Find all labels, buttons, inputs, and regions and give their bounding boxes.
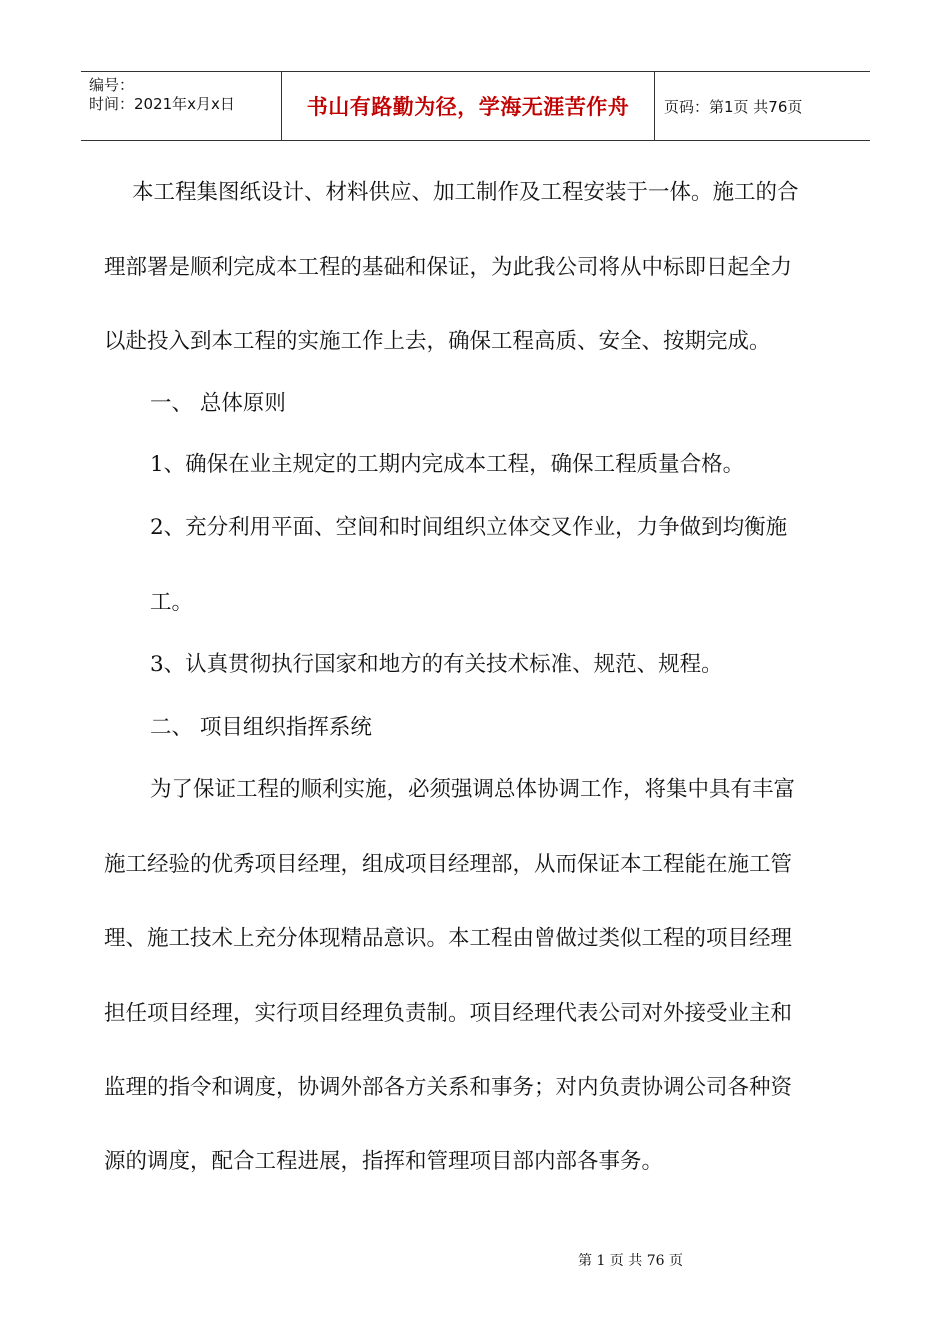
section-heading: 一、 总体原则: [150, 391, 286, 416]
paragraph-line: 以赴投入到本工程的实施工作上去，确保工程高质、安全、按期完成。: [104, 329, 771, 354]
list-item: 2、充分利用平面、空间和时间组织立体交叉作业，力争做到均衡施: [150, 515, 788, 540]
header-motto-cell: [282, 72, 655, 140]
paragraph-line: 施工经验的优秀项目经理，组成项目经理部，从而保证本工程能在施工管: [104, 852, 793, 877]
header-motto: 书山有路勤为径，学海无涯苦作舟: [306, 95, 630, 119]
document-number-label: 编号：: [89, 76, 135, 94]
paragraph-line: 本工程集图纸设计、材料供应、加工制作及工程安装于一体。施工的合: [132, 180, 799, 205]
paragraph-line: 监理的指令和调度，协调外部各方关系和事务；对内负责协调公司各种资: [104, 1075, 793, 1100]
header-meta-cell: [81, 72, 282, 140]
document-time-label: 时间：2021年x月x日: [89, 95, 235, 113]
list-item: 1、确保在业主规定的工期内完成本工程，确保工程质量合格。: [150, 452, 745, 477]
paragraph-line: 理、施工技术上充分体现精品意识。本工程由曾做过类似工程的项目经理: [104, 926, 793, 951]
paragraph-line: 担任项目经理，实行项目经理负责制。项目经理代表公司对外接受业主和: [104, 1001, 793, 1026]
list-item: 3、认真贯彻执行国家和地方的有关技术标准、规范、规程。: [150, 652, 723, 677]
list-item-continuation: 工。: [150, 590, 194, 615]
footer-page-number: 第 1 页 共 76 页: [578, 1253, 683, 1269]
header-page-cell: [655, 72, 870, 140]
document-header: [81, 71, 870, 141]
section-heading: 二、 项目组织指挥系统: [150, 715, 372, 740]
header-page-info: 页码：第1页 共76页: [664, 97, 803, 116]
paragraph-line: 为了保证工程的顺利实施，必须强调总体协调工作，将集中具有丰富: [150, 777, 796, 802]
paragraph-line: 源的调度，配合工程进展，指挥和管理项目部内部各事务。: [104, 1149, 664, 1174]
paragraph-line: 理部署是顺利完成本工程的基础和保证，为此我公司将从中标即日起全力: [104, 255, 793, 280]
